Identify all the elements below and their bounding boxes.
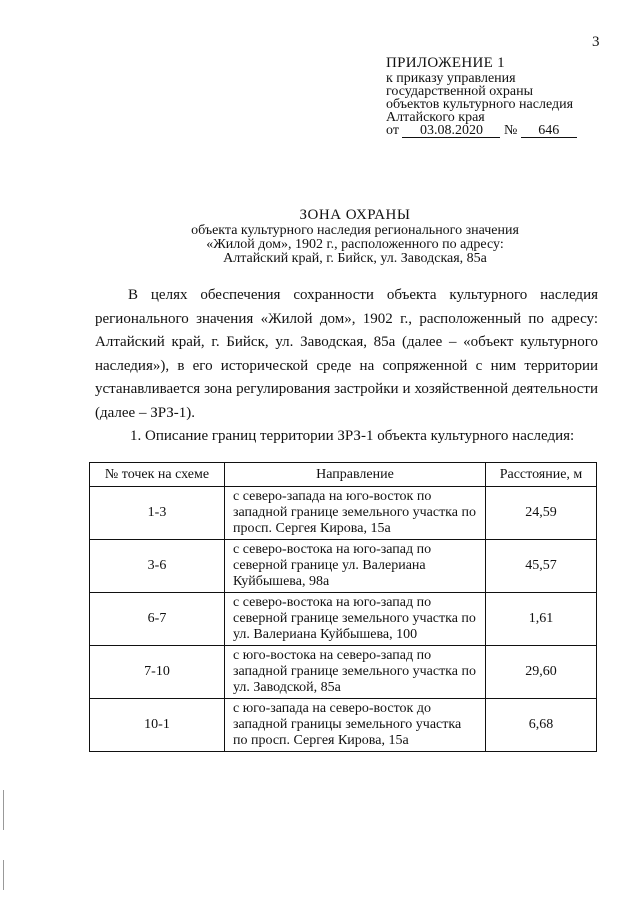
table-row xyxy=(90,540,597,593)
number-prefix: № xyxy=(503,123,518,138)
table-header-row xyxy=(90,463,597,487)
order-date-number xyxy=(386,124,626,138)
cell-points: 1-3 xyxy=(90,487,225,540)
section-title: 1. Описание границ территории ЗРЗ-1 объекта культурного наследия: xyxy=(130,428,575,444)
page-number: 3 xyxy=(592,34,600,50)
table-row xyxy=(90,487,597,540)
scan-edge-mark xyxy=(3,790,4,830)
header-direction: Направление xyxy=(225,463,486,487)
table-row xyxy=(90,646,597,699)
order-date: 03.08.2020 xyxy=(402,124,500,138)
date-prefix: от xyxy=(386,123,399,138)
appendix-heading: ПРИЛОЖЕНИЕ 1 xyxy=(386,55,505,71)
cell-direction: с северо-востока на юго-запад по северной границе земельного участка по ул. Валериана Куйбышева, 100 xyxy=(225,593,486,646)
cell-distance: 24,59 xyxy=(486,487,597,540)
cell-distance: 45,57 xyxy=(486,540,597,593)
body-paragraph: В целях обеспечения сохранности объекта культурного наследия регионального значения «Жилой дом», 1902 г., расположенный по адресу: Алтайский край, г. Бийск, ул. Заводская, 85а (далее – «объект культурного наследия»), в его исторической среде на сопряженной с ним территории устанавливается зона регулирования застройки и хозяйственной деятельности (далее – ЗРЗ-1). xyxy=(95,287,598,421)
table-row xyxy=(90,699,597,752)
title-main: ЗОНА ОХРАНЫ xyxy=(299,207,411,223)
header-distance: Расстояние, м xyxy=(486,463,597,487)
boundary-table xyxy=(89,462,597,752)
cell-points: 3-6 xyxy=(90,540,225,593)
scan-edge-mark xyxy=(3,860,4,890)
cell-points: 7-10 xyxy=(90,646,225,699)
appendix-line: объектов культурного наследия xyxy=(386,97,574,112)
appendix-line: государственной охраны xyxy=(386,84,534,99)
cell-direction: с юго-востока на северо-запад по западной границе земельного участка по ул. Заводской, 85а xyxy=(225,646,486,699)
cell-distance: 6,68 xyxy=(486,699,597,752)
cell-direction: с юго-запада на северо-восток до западной границы земельного участка по просп. Сергея Кирова, 15а xyxy=(225,699,486,752)
cell-points: 6-7 xyxy=(90,593,225,646)
cell-points: 10-1 xyxy=(90,699,225,752)
appendix-line: Алтайского края xyxy=(386,110,485,125)
appendix-line: к приказу управления xyxy=(386,71,516,86)
cell-distance: 29,60 xyxy=(486,646,597,699)
title-line: объекта культурного наследия регионального значения xyxy=(191,223,519,238)
cell-direction: с северо-востока на юго-запад по северной границе ул. Валериана Куйбышева, 98а xyxy=(225,540,486,593)
title-line: «Жилой дом», 1902 г., расположенного по адресу: xyxy=(206,237,504,252)
order-number: 646 xyxy=(521,124,577,138)
title-line: Алтайский край, г. Бийск, ул. Заводская, 85а xyxy=(223,251,487,266)
cell-direction: с северо-запада на юго-восток по западной границе земельного участка по просп. Сергея Кирова, 15а xyxy=(225,487,486,540)
table-row xyxy=(90,593,597,646)
header-points: № точек на схеме xyxy=(90,463,225,487)
cell-distance: 1,61 xyxy=(486,593,597,646)
document-title xyxy=(140,208,570,266)
appendix-block xyxy=(386,57,626,138)
